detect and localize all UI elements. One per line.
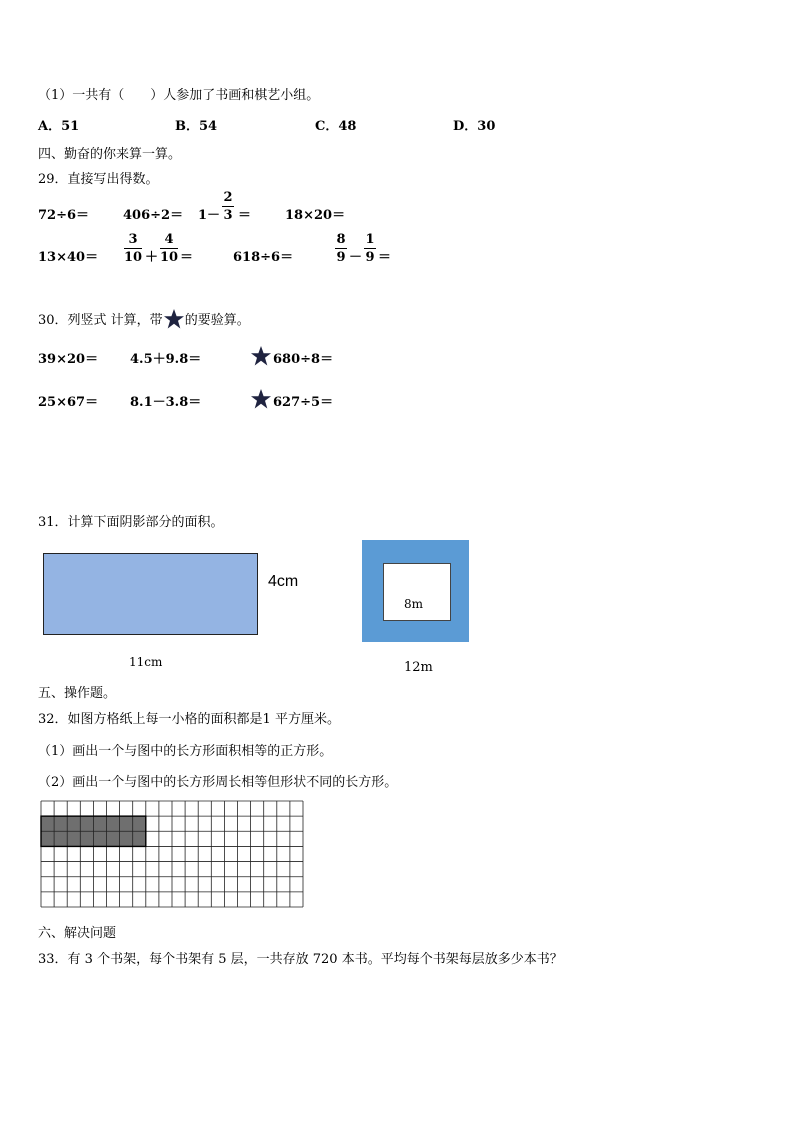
q29-item-b: 406÷2＝: [123, 208, 184, 223]
shaded-cell: [133, 831, 146, 846]
shaded-rectangle: [43, 553, 258, 635]
q30-prefix: 30．列竖式 计算，带: [38, 313, 163, 328]
q29-item-h-fraction-1: [335, 232, 347, 265]
question-33-text: 33．有 3 个书架，每个书架有 5 层，一共存放 720 本书。平均每个书架每层放多少本书？: [38, 952, 563, 967]
q29-item-d: 18×20＝: [285, 208, 346, 223]
shaded-cell: [67, 816, 80, 831]
fraction-bar: [160, 248, 178, 249]
q29-item-a: 72÷6＝: [38, 208, 90, 223]
star-icon: [163, 308, 185, 330]
question-30-title: [38, 308, 250, 330]
q30-item-4: 25×67＝: [38, 395, 99, 410]
q30-item-2: 4.5＋9.8＝: [130, 352, 202, 367]
fraction-numerator: 1: [365, 232, 375, 247]
q29-item-c-suffix: ＝: [238, 208, 252, 223]
outer-square-label: 12m: [404, 660, 433, 675]
shaded-cell: [41, 831, 54, 846]
fraction-bar: [335, 248, 347, 249]
fraction-denominator: 9: [365, 250, 375, 265]
shaded-cell: [80, 831, 93, 846]
q29-item-f-fraction-1: [124, 232, 142, 265]
shaded-cell: [120, 816, 133, 831]
fraction-denominator: 9: [336, 250, 346, 265]
inner-white-square: [383, 563, 451, 621]
shaded-cell: [54, 816, 67, 831]
q29-item-c-fraction: [222, 190, 234, 223]
star-icon: [250, 388, 272, 410]
choice-d: D．30: [453, 119, 496, 134]
q30-suffix: 的要验算。: [184, 313, 250, 328]
choice-b: B．54: [175, 119, 218, 134]
section-6-heading: 六、解决问题: [38, 926, 117, 941]
shaded-cell: [93, 816, 106, 831]
shaded-cell: [107, 816, 120, 831]
q29-item-h-operator: －: [349, 250, 363, 265]
rectangle-width-label: 11cm: [129, 655, 163, 669]
shaded-cell: [67, 831, 80, 846]
fraction-numerator: 4: [164, 232, 174, 247]
shaded-cell: [107, 831, 120, 846]
q29-item-c-prefix: 1－: [198, 208, 221, 223]
q30-item-1: 39×20＝: [38, 352, 99, 367]
star-icon: [250, 345, 272, 367]
fraction-bar: [364, 248, 376, 249]
q30-item-6: 627÷5＝: [273, 395, 334, 410]
shaded-cell: [80, 816, 93, 831]
q30-item-5: 8.1－3.8＝: [130, 395, 202, 410]
choice-a: A．51: [38, 119, 80, 134]
q30-item-3: 680÷8＝: [273, 352, 334, 367]
rectangle-height-label: 4cm: [268, 573, 299, 590]
q29-item-f-fraction-2: [160, 232, 178, 265]
inner-square-label: 8m: [404, 597, 424, 611]
fraction-numerator: 2: [223, 190, 233, 205]
fraction-denominator: 10: [124, 250, 143, 265]
q29-item-f-suffix: ＝: [180, 250, 194, 265]
square-grid: [40, 800, 304, 908]
question-31-title: 31．计算下面阴影部分的面积。: [38, 515, 224, 530]
q29-item-h-suffix: ＝: [378, 250, 392, 265]
shaded-cell: [54, 831, 67, 846]
shaded-cell: [93, 831, 106, 846]
section-5-heading: 五、操作题。: [38, 686, 117, 701]
fraction-denominator: 10: [160, 250, 179, 265]
fraction-bar: [124, 248, 142, 249]
fraction-numerator: 3: [128, 232, 138, 247]
section-4-heading: 四、勤奋的你来算一算。: [38, 147, 182, 162]
q29-item-e: 13×40＝: [38, 250, 99, 265]
shaded-cell: [41, 816, 54, 831]
q29-item-g: 618÷6＝: [233, 250, 294, 265]
shaded-cell: [120, 831, 133, 846]
question-29-title: 29．直接写出得数。: [38, 172, 159, 187]
fraction-denominator: 3: [223, 208, 233, 223]
question-1-text: （1）一共有（ ）人参加了书画和棋艺小组。: [38, 88, 320, 103]
fraction-numerator: 8: [336, 232, 346, 247]
shaded-cell: [133, 816, 146, 831]
question-32-title: 32．如图方格纸上每一小格的面积都是1 平方厘米。: [38, 712, 340, 727]
choice-c: C．48: [315, 119, 357, 134]
q29-item-f-operator: ＋: [145, 250, 159, 265]
question-32-part-2: （2）画出一个与图中的长方形周长相等但形状不同的长方形。: [38, 775, 398, 790]
q29-item-h-fraction-2: [364, 232, 376, 265]
question-32-part-1: （1）画出一个与图中的长方形面积相等的正方形。: [38, 744, 333, 759]
fraction-bar: [222, 206, 234, 207]
